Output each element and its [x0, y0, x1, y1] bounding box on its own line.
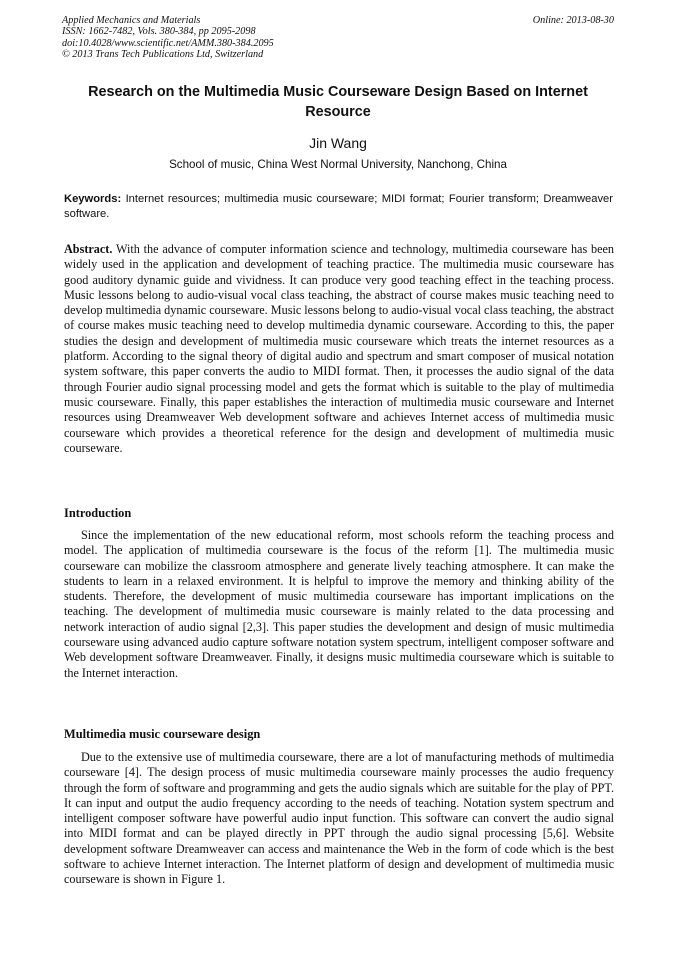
online-date: Online: 2013-08-30 — [532, 15, 614, 26]
abstract-text: With the advance of computer information science and technology, multimedia courseware has been widely used in the application and development of teaching practice. The multimedia music courseware has good auditory dynamic guide and vividness. It can produce very good teaching effect in the teaching process. Music lessons belong to audio-visual vocal class teaching, the abstract of course makes music teaching need to develop multimedia dynamic courseware. Music lessons belong to audio-visual vocal class teaching, the abstract of course makes music teaching need to develop multimedia dynamic courseware. According to this, the paper studies the design and development of multimedia music courseware which treats the internet resources as a platform. According to the signal theory of digital audio and spectrum and smart composer of musical notation system software, this paper converts the audio to MIDI format. Then, it processes the audio signal of the data through Fourier audio signal processing model and gets the format which is suitable to the play of multimedia music courseware. Finally, this paper establishes the interaction of multimedia music courseware and Internet resources using Dreamweaver Web development software and achieves Internet access of multimedia music courseware which provides a theoretical reference for the design and development of multimedia music courseware. — [64, 242, 614, 455]
keywords-label: Keywords: — [64, 193, 122, 205]
design-section — [64, 750, 614, 888]
keywords-text: Internet resources; multimedia music courseware; MIDI format; Fourier transform; Dreamweaver software. — [64, 193, 614, 220]
author-affiliation: School of music, China West Normal University, Nanchong, China — [169, 158, 507, 171]
paper-title: Research on the Multimedia Music Courseware Design Based on Internet Resource — [88, 84, 588, 120]
author-name: Jin Wang — [309, 135, 367, 151]
copyright-line: © 2013 Trans Tech Publications Ltd, Switzerland — [62, 49, 264, 61]
keywords-block — [64, 192, 613, 222]
abstract-label: Abstract. — [64, 242, 113, 256]
introduction-section — [64, 528, 614, 681]
abstract-block — [64, 242, 614, 456]
page-header — [62, 15, 614, 61]
publication-info — [62, 15, 614, 61]
journal-name: Applied Mechanics and Materials — [62, 15, 201, 26]
introduction-heading: Introduction — [64, 506, 132, 520]
issn-line: ISSN: 1662-7482, Vols. 380-384, pp 2095-2098 — [62, 26, 256, 38]
design-paragraph: Due to the extensive use of multimedia courseware, there are a lot of manufacturing methods of multimedia courseware [4]. The design process of music multimedia courseware mainly processes the audio frequency through the form of software and programming and gets the audio signals which are suitable for the play of PPT. It can input and output the audio frequency according to the needs of teaching. Notation system spectrum and intelligent composer software have powerful audio input function. This software can convert the audio signal into MIDI format and can be played directly in PPT through the audio signal processing [5,6]. Website development software Dreamweaver can access and maintenance the Web in the form of code which is the best software to achieve Internet interaction. The Internet platform of design and development of multimedia music courseware is shown in Figure 1. — [64, 750, 614, 887]
doi-line: doi:10.4028/www.scientific.net/AMM.380-384.2095 — [62, 37, 274, 49]
design-heading: Multimedia music courseware design — [64, 727, 261, 741]
introduction-paragraph: Since the implementation of the new educational reform, most schools reform the teaching process and model. The application of multimedia courseware is the focus of the reform [1]. The multimedia music courseware can mobilize the classroom atmosphere and generate lively teaching atmosphere. It can make the students to learn in a relaxed environment. It is helpful to improve the memory and thinking ability of the students. Therefore, the development of music multimedia courseware has important implications on the teaching. The development of multimedia music courseware is mainly related to the data processing and network interaction of audio signal [2,3]. This paper studies the development and design of music multimedia courseware using advanced audio capture software notation system spectrum, intelligent composer software and Web development software Dreamweaver. Finally, it designs music multimedia courseware which is suitable to the Internet interaction. — [64, 528, 614, 680]
